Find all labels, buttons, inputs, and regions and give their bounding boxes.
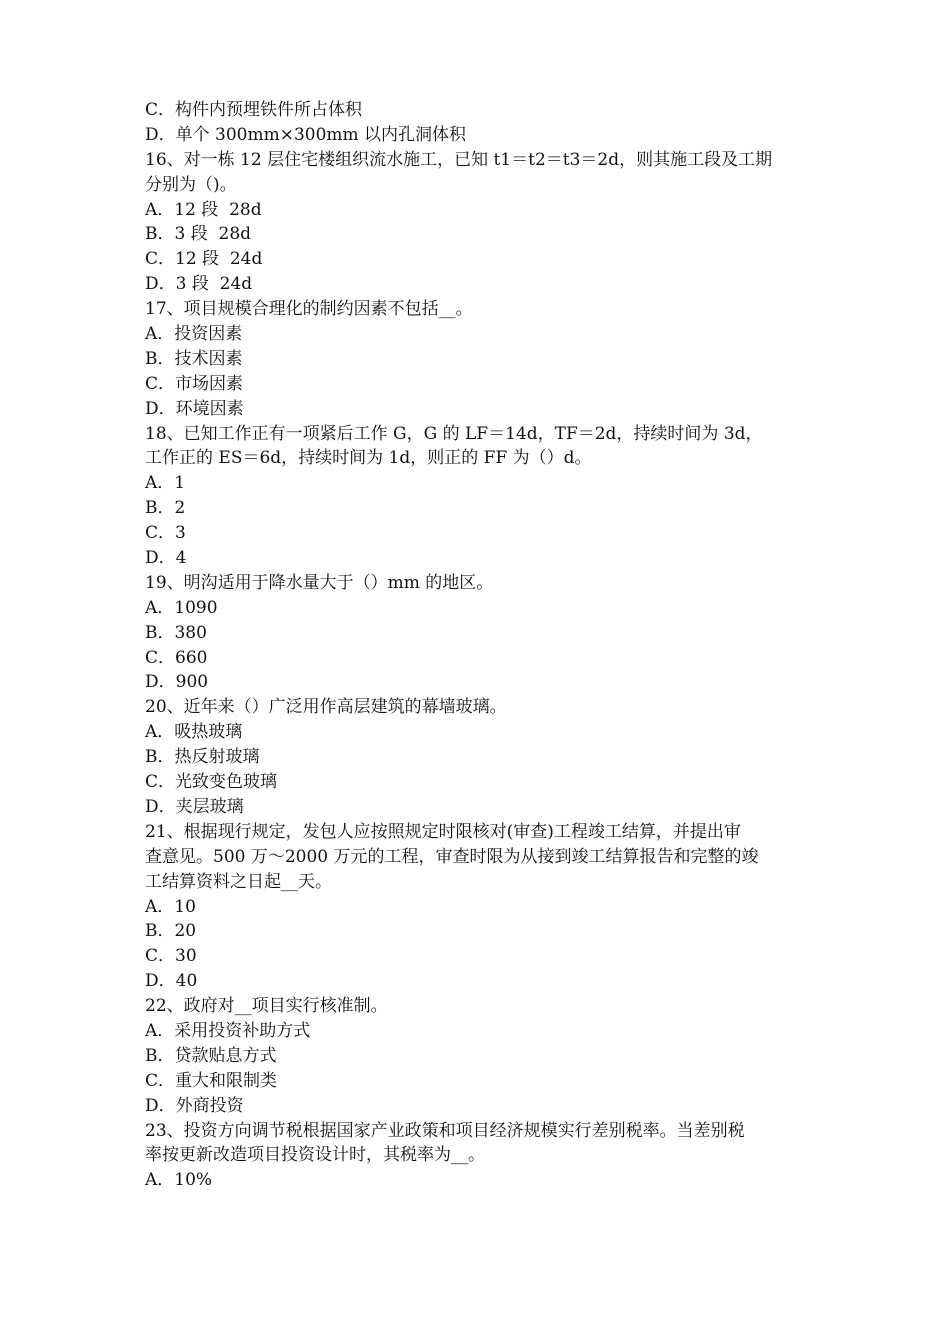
text-line: B．2 [145,498,186,519]
text-line: A．10% [145,1170,213,1191]
text-line: B．技术因素 [145,348,243,369]
text-line: 21、根据现行规定，发包人应按照规定时限核对(审查)工程竣工结算，并提出审 [145,821,741,842]
text-line: B．贷款贴息方式 [145,1045,277,1066]
text-line: A．12 段 28d [145,199,262,220]
text-line: C．重大和限制类 [145,1070,278,1091]
text-line: C．构件内预埋铁件所占体积 [145,100,363,120]
text-line: 率按更新改造项目投资设计时，其税率为__。 [145,1145,485,1166]
document-body [145,98,815,1193]
text-line: A．1090 [145,597,218,618]
text-line: 22、政府对__项目实行核准制。 [145,996,388,1017]
text-line: D．夹层玻璃 [145,796,244,817]
text-line: 查意见。500 万～2000 万元的工程，审查时限为从接到竣工结算报告和完整的竣 [145,846,759,867]
text-line: C．市场因素 [145,373,244,394]
text-line: B．热反射玻璃 [145,747,260,768]
text-line: C．3 [145,523,186,544]
text-line: D．900 [145,672,209,693]
text-line: 16、对一栋 12 层住宅楼组织流水施工，已知 t1＝t2＝t3＝2d，则其施工段及工期 [145,149,773,170]
text-line: 工结算资料之日起__天。 [145,871,332,892]
text-line: D．外商投资 [145,1095,244,1116]
text-line: A．吸热玻璃 [145,722,243,743]
text-line: D．3 段 24d [145,274,253,295]
text-line: C．光致变色玻璃 [145,772,278,793]
text-line: C．660 [145,647,208,668]
text-line: A．投资因素 [145,324,243,345]
text-line: B．3 段 28d [145,224,252,245]
text-line: C．30 [145,946,197,967]
text-line: A．采用投资补助方式 [145,1020,311,1041]
text-line: C．12 段 24d [145,249,263,270]
text-line: A．10 [145,896,196,917]
text-line: D．40 [145,971,198,992]
text-line: A．1 [145,473,186,494]
text-line: B．20 [145,921,197,942]
text-line: D．4 [145,548,187,569]
text-line: 20、近年来（）广泛用作高层建筑的幕墙玻璃。 [145,697,507,718]
text-line: 18、已知工作正有一项紧后工作 G，G 的 LF＝14d，TF＝2d，持续时间为 3d， [145,423,763,444]
text-line: B．380 [145,622,207,643]
text-line: 19、明沟适用于降水量大于（）mm 的地区。 [145,572,494,593]
text-line: 分别为（)。 [145,174,237,195]
text-line: 工作正的 ES＝6d，持续时间为 1d，则正的 FF 为（）d。 [145,448,592,469]
text-line: 23、投资方向调节税根据国家产业政策和项目经济规模实行差别税率。当差别税 [145,1120,745,1141]
text-line: D．单个 300mm×300mm 以内孔洞体积 [145,124,467,145]
text-line: 17、项目规模合理化的制约因素不包括__。 [145,299,473,320]
text-line: D．环境因素 [145,398,244,419]
